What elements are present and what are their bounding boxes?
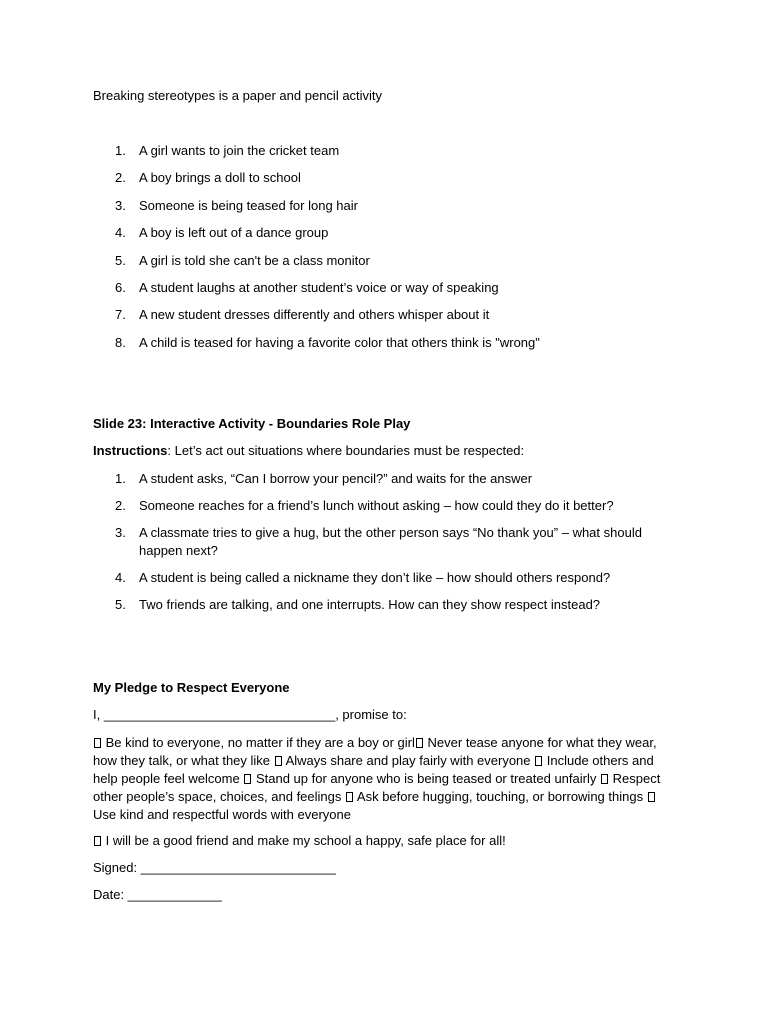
list-number: 3.	[115, 525, 126, 540]
list-item-text: Someone is being teased for long hair	[139, 197, 358, 213]
pledge-item: Include others and help people feel welcome	[93, 753, 654, 786]
list-item	[93, 569, 653, 587]
list-number: 2.	[115, 170, 126, 186]
list-item	[93, 334, 653, 352]
list-item-text: A new student dresses differently and others whisper about it	[139, 307, 490, 323]
instructions-label: Instructions	[93, 443, 168, 458]
checkbox-glyph-icon	[94, 836, 101, 846]
list-number: 5.	[115, 252, 126, 268]
pledge-promise-line: I, ________________________________, promise to:	[93, 707, 407, 722]
pledge-heading: My Pledge to Respect Everyone	[93, 680, 290, 695]
pledge-body	[93, 734, 663, 824]
list-number: 7.	[115, 307, 126, 323]
list-item-text: A child is teased for having a favorite color that others think is "wrong"	[139, 334, 540, 350]
pledge-item: Always share and play fairly with everyone	[285, 753, 531, 768]
list-item	[93, 169, 653, 187]
list-number: 4.	[115, 570, 126, 585]
pledge-final-text: I will be a good friend and make my school a happy, safe place for all!	[105, 833, 506, 848]
list-item-text: A student laughs at another student’s voice or way of speaking	[139, 279, 499, 295]
boundaries-role-play-list	[93, 470, 653, 623]
checkbox-glyph-icon	[648, 792, 655, 802]
list-item-text: A student asks, “Can I borrow your pencil?” and waits for the answer	[139, 471, 533, 486]
pledge-item: Use kind and respectful words with everyone	[93, 807, 351, 822]
slide-heading: Slide 23: Interactive Activity - Boundaries Role Play	[93, 416, 411, 431]
pledge-final-line	[93, 832, 506, 850]
list-item-text: A student is being called a nickname they don’t like – how should others respond?	[139, 570, 611, 585]
list-item-text: A boy is left out of a dance group	[139, 225, 329, 241]
list-item	[93, 470, 653, 488]
intro-text: Breaking stereotypes is a paper and pencil activity	[93, 88, 383, 103]
stereotype-scenarios-list	[93, 142, 653, 361]
instructions-text: : Let’s act out situations where boundaries must be respected:	[167, 443, 525, 458]
list-item	[93, 197, 653, 215]
checkbox-glyph-icon	[244, 774, 251, 784]
list-number: 8.	[115, 334, 126, 350]
list-item	[93, 142, 653, 160]
date-line: Date: _____________	[93, 887, 222, 902]
list-item	[93, 224, 653, 242]
list-number: 3.	[115, 197, 126, 213]
pledge-item: Never tease anyone for what they wear, how they talk, or what they like	[93, 735, 657, 768]
list-number: 5.	[115, 597, 126, 612]
checkbox-glyph-icon	[601, 774, 608, 784]
pledge-item: Respect other people’s space, choices, and feelings	[93, 771, 661, 804]
list-number: 6.	[115, 279, 126, 295]
pledge-item: Be kind to everyone, no matter if they are a boy or girl	[105, 735, 415, 750]
pledge-item: Stand up for anyone who is being teased or treated unfairly	[255, 771, 597, 786]
instructions-paragraph	[93, 442, 524, 460]
list-item	[93, 524, 653, 560]
list-number: 2.	[115, 498, 126, 513]
list-item-text: A girl is told she can't be a class monitor	[139, 252, 370, 268]
list-item	[93, 306, 653, 324]
checkbox-glyph-icon	[275, 756, 282, 766]
list-number: 4.	[115, 225, 126, 241]
signature-line: Signed: ___________________________	[93, 860, 336, 875]
checkbox-glyph-icon	[94, 738, 101, 748]
list-item	[93, 497, 653, 515]
list-item-text: A girl wants to join the cricket team	[139, 143, 340, 158]
pledge-item: Ask before hugging, touching, or borrowing things	[356, 789, 644, 804]
list-number: 1.	[115, 471, 126, 486]
list-item	[93, 596, 653, 614]
list-item-text: Someone reaches for a friend’s lunch without asking – how could they do it better?	[139, 498, 614, 513]
list-item	[93, 252, 653, 270]
checkbox-glyph-icon	[416, 738, 423, 748]
list-item-text: A boy brings a doll to school	[139, 170, 301, 186]
list-number: 1.	[115, 143, 126, 158]
checkbox-glyph-icon	[346, 792, 353, 802]
list-item-text: Two friends are talking, and one interrupts. How can they show respect instead?	[139, 597, 601, 612]
list-item	[93, 279, 653, 297]
list-item-text: A classmate tries to give a hug, but the other person says “No thank you” – what should happen next?	[139, 525, 642, 558]
checkbox-glyph-icon	[535, 756, 542, 766]
